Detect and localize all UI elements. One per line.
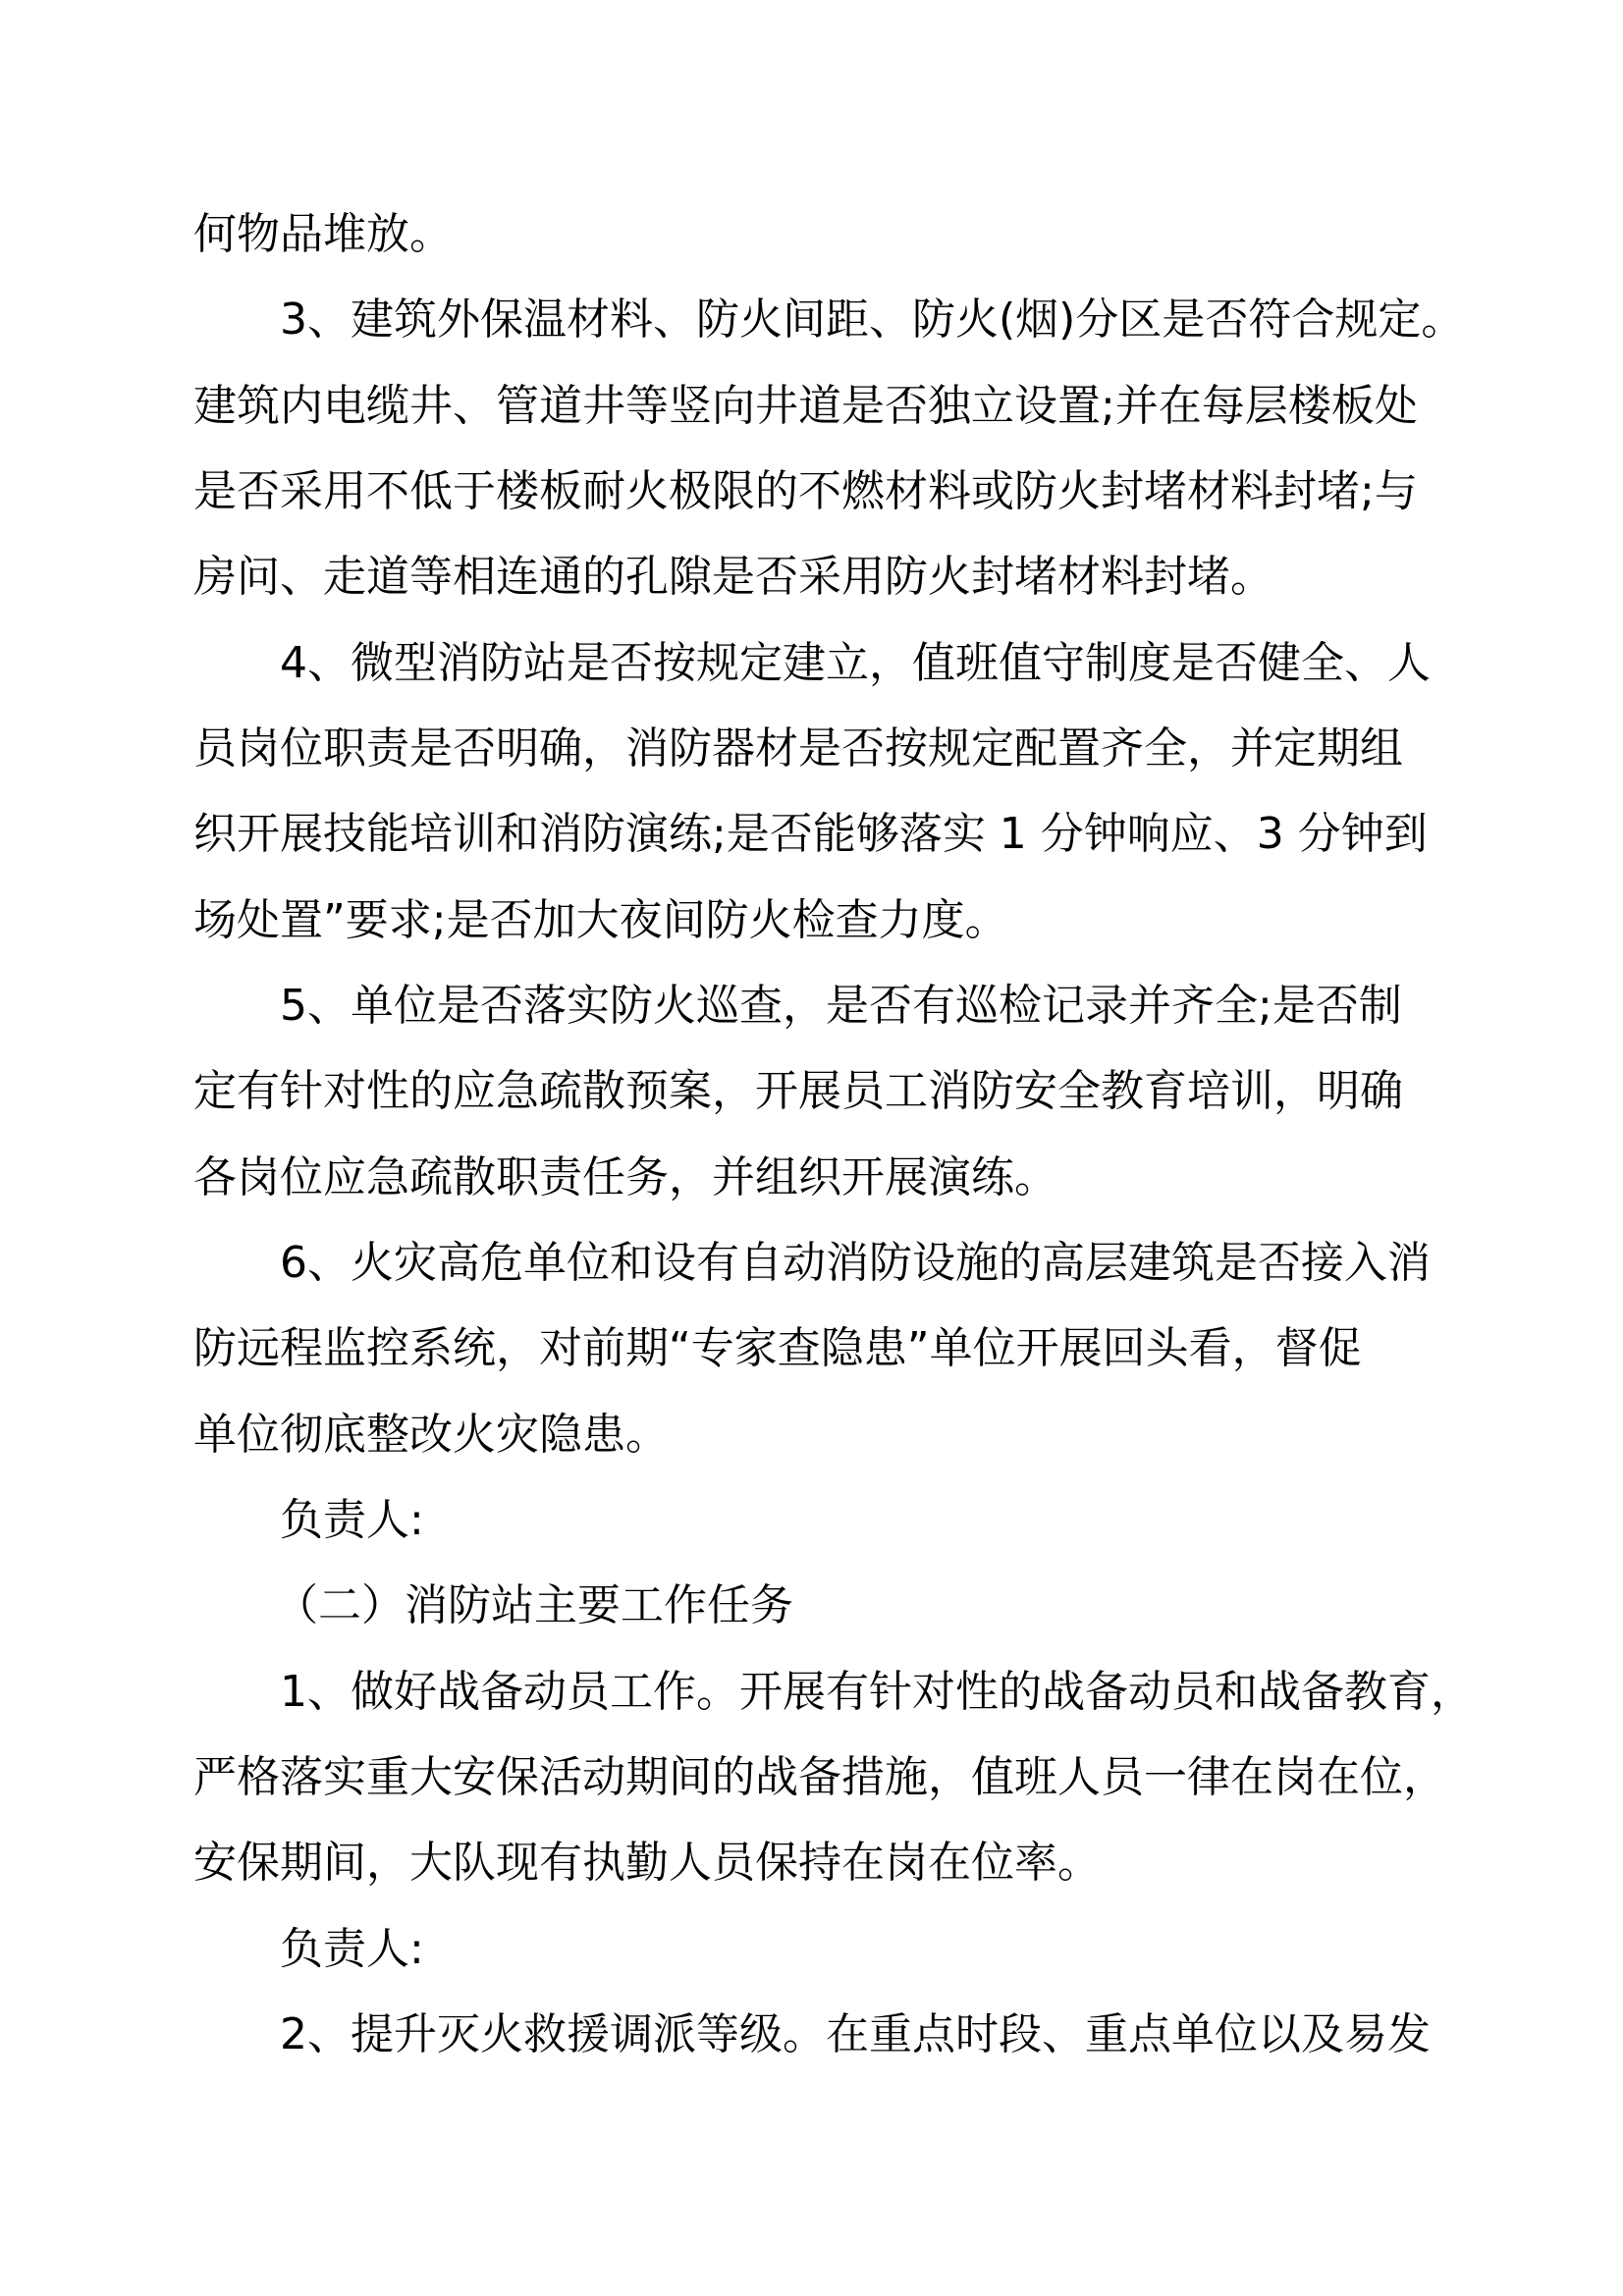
text-line: 负责人: — [280, 1495, 424, 1545]
text-line: 房问、走道等相连通的孔隙是否采用防火封堵材料封堵。 — [193, 552, 1273, 602]
text-line: 是否采用不低于楼板耐火极限的不燃材料或防火封堵材料封堵;与 — [193, 466, 1418, 516]
text-line: 2、提升灭火救援调派等级。在重点时段、重点单位以及易发 — [280, 2009, 1431, 2059]
text-line: 4、微型消防站是否按规定建立，值班值守制度是否健全、人 — [280, 638, 1431, 688]
text-line: 安保期间，大队现有执勤人员保持在岗在位率。 — [193, 1838, 1101, 1888]
text-line: 定有针对性的应急疏散预案，开展员工消防安全教育培训，明确 — [193, 1066, 1403, 1116]
text-line: 织开展技能培训和消防演练;是否能够落实 1 分钟响应、3 分钟到 — [193, 809, 1428, 859]
text-line: 建筑内电缆井、管道井等竖向井道是否独立设置;并在每层楼板处 — [193, 381, 1418, 431]
text-line: 6、火灾高危单位和设有自动消防设施的高层建筑是否接入消 — [280, 1238, 1431, 1288]
text-line: 5、单位是否落实防火巡查，是否有巡检记录并齐全;是否制 — [280, 981, 1402, 1031]
text-line: 何物品堆放。 — [193, 209, 453, 259]
text-line: 1、做好战备动员工作。开展有针对性的战备动员和战备教育， — [280, 1667, 1474, 1717]
text-line: 严格落实重大安保活动期间的战备措施，值班人员一律在岗在位， — [193, 1752, 1446, 1802]
text-line: 3、建筑外保温材料、防火间距、防火(烟)分区是否符合规定。 — [280, 294, 1465, 345]
text-line: 负责人: — [280, 1924, 424, 1974]
text-line: 员岗位职责是否明确，消防器材是否按规定配置齐全，并定期组 — [193, 723, 1403, 774]
section-heading: （二）消防站主要工作任务 — [275, 1580, 793, 1630]
text-line: 防远程监控系统，对前期“专家查隐患”单位开展回头看，督促 — [193, 1323, 1362, 1373]
text-line: 各岗位应急疏散职责任务，并组织开展演练。 — [193, 1152, 1057, 1202]
text-line: 场处置”要求;是否加大夜间防火检查力度。 — [193, 895, 1008, 945]
text-line: 单位彻底整改火灾隐患。 — [193, 1410, 669, 1460]
